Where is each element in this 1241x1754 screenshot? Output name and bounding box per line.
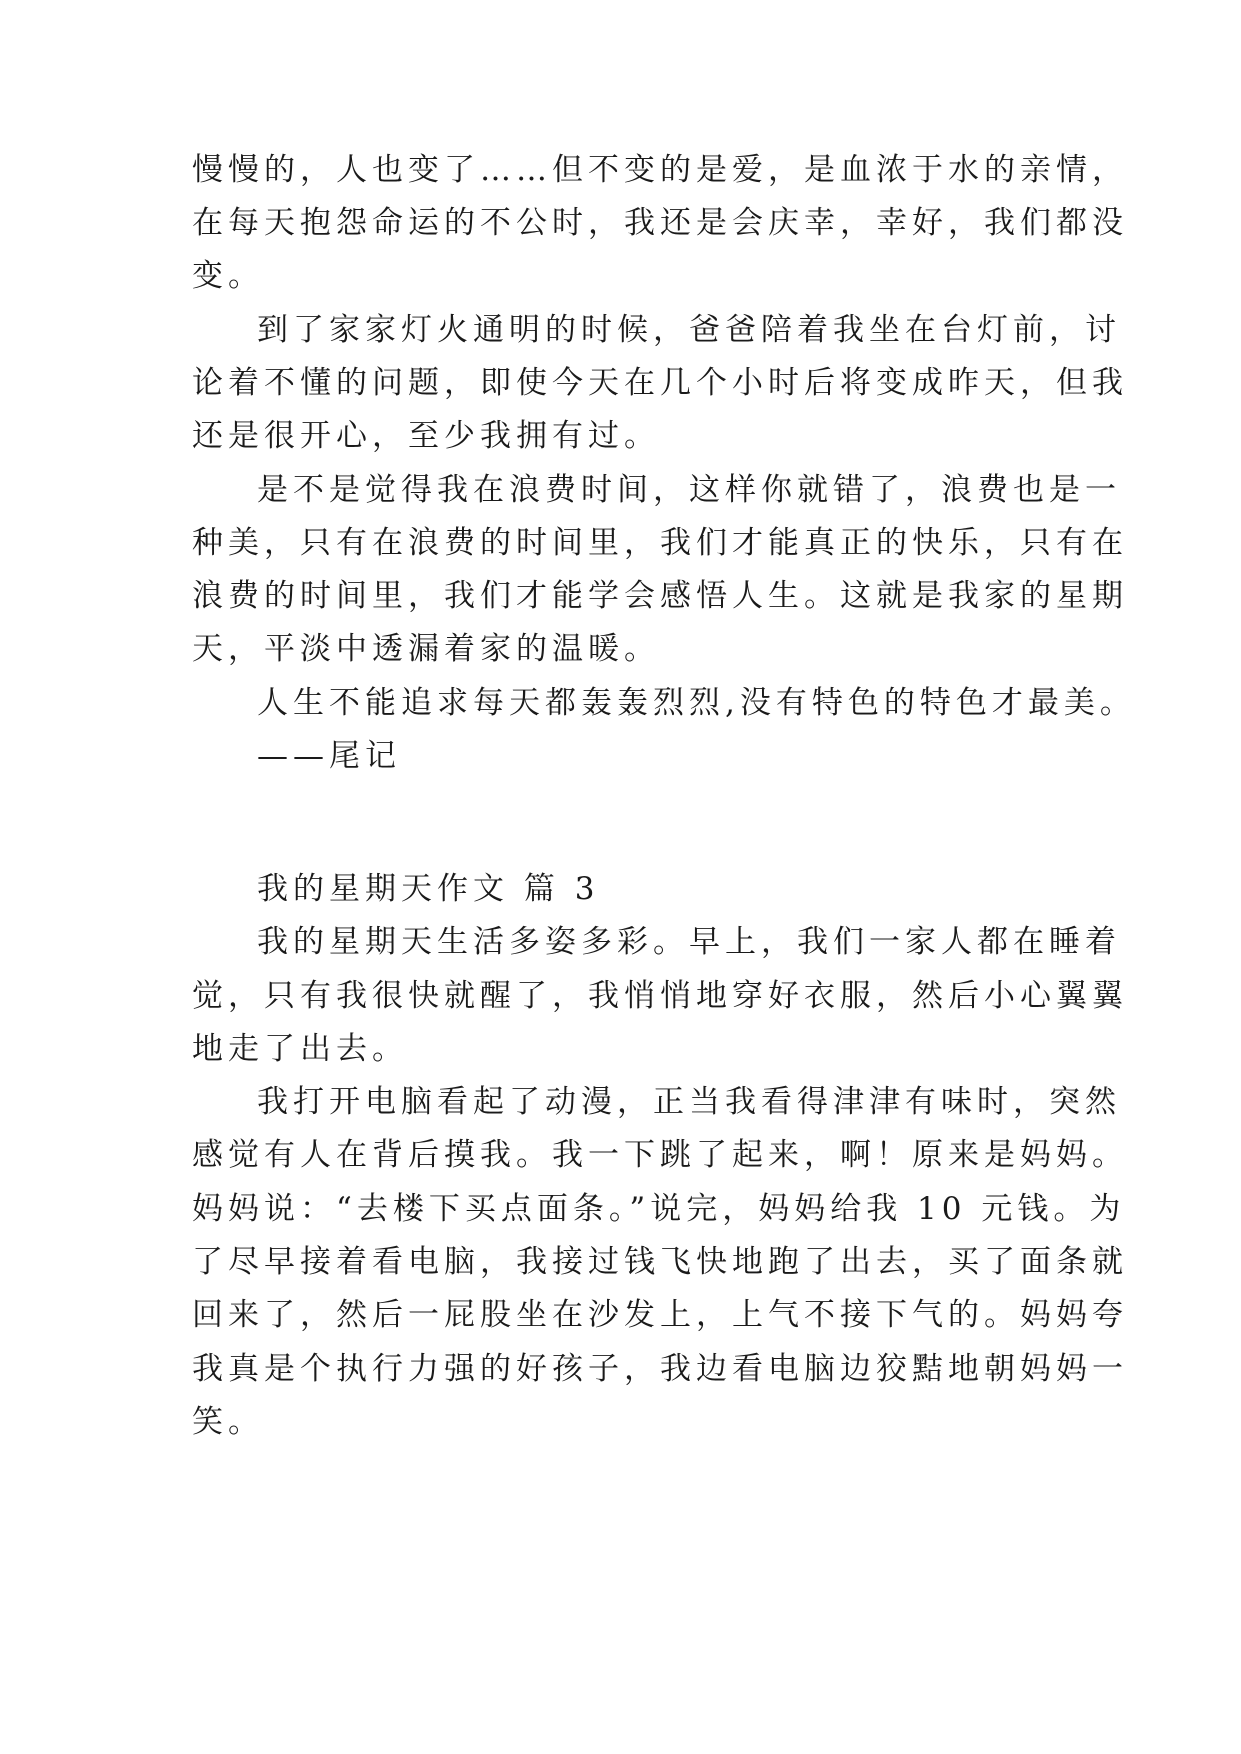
paragraph-line: 是不是觉得我在浪费时间，这样你就错了，浪费也是一: [257, 472, 1121, 508]
paragraph-line: 了尽早接着看电脑，我接过钱飞快地跑了出去，买了面条就: [192, 1244, 1128, 1280]
paragraph-line: 感觉有人在背后摸我。我一下跳了起来，啊！原来是妈妈。: [192, 1137, 1128, 1173]
signature-line: ——尾记: [257, 738, 401, 774]
paragraph-line: 觉，只有我很快就醒了，我悄悄地穿好衣服，然后小心翼翼: [192, 978, 1128, 1014]
paragraph-line: 还是很开心，至少我拥有过。: [192, 418, 660, 454]
paragraph-line: 天，平淡中透漏着家的温暖。: [192, 631, 660, 667]
paragraph-line: 我的星期天生活多姿多彩。早上，我们一家人都在睡着: [257, 924, 1121, 960]
paragraph-line: 浪费的时间里，我们才能学会感悟人生。这就是我家的星期: [192, 578, 1128, 614]
paragraph-line: 变。: [192, 258, 264, 294]
paragraph-line: 笑。: [192, 1404, 264, 1440]
paragraph-line: 到了家家灯火通明的时候，爸爸陪着我坐在台灯前，讨: [257, 312, 1121, 348]
paragraph-line: 论着不懂的问题，即使今天在几个小时后将变成昨天，但我: [192, 365, 1128, 401]
paragraph-line: 种美，只有在浪费的时间里，我们才能真正的快乐，只有在: [192, 525, 1128, 561]
paragraph-line: 人生不能追求每天都轰轰烈烈,没有特色的特色才最美。: [257, 685, 1136, 721]
paragraph-line: 我打开电脑看起了动漫，正当我看得津津有味时，突然: [257, 1084, 1121, 1120]
paragraph-line: 慢慢的，人也变了……但不变的是爱，是血浓于水的亲情，: [192, 152, 1128, 188]
paragraph-line: 回来了，然后一屁股坐在沙发上，上气不接下气的。妈妈夸: [192, 1297, 1128, 1333]
section-heading: 我的星期天作文 篇 3: [257, 871, 600, 907]
paragraph-line: 妈妈说：“去楼下买点面条。”说完，妈妈给我 10 元钱。为: [192, 1191, 1126, 1227]
paragraph-line: 在每天抱怨命运的不公时，我还是会庆幸，幸好，我们都没: [192, 205, 1128, 241]
paragraph-line: 我真是个执行力强的好孩子，我边看电脑边狡黠地朝妈妈一: [192, 1351, 1128, 1387]
paragraph-line: 地走了出去。: [192, 1031, 408, 1067]
